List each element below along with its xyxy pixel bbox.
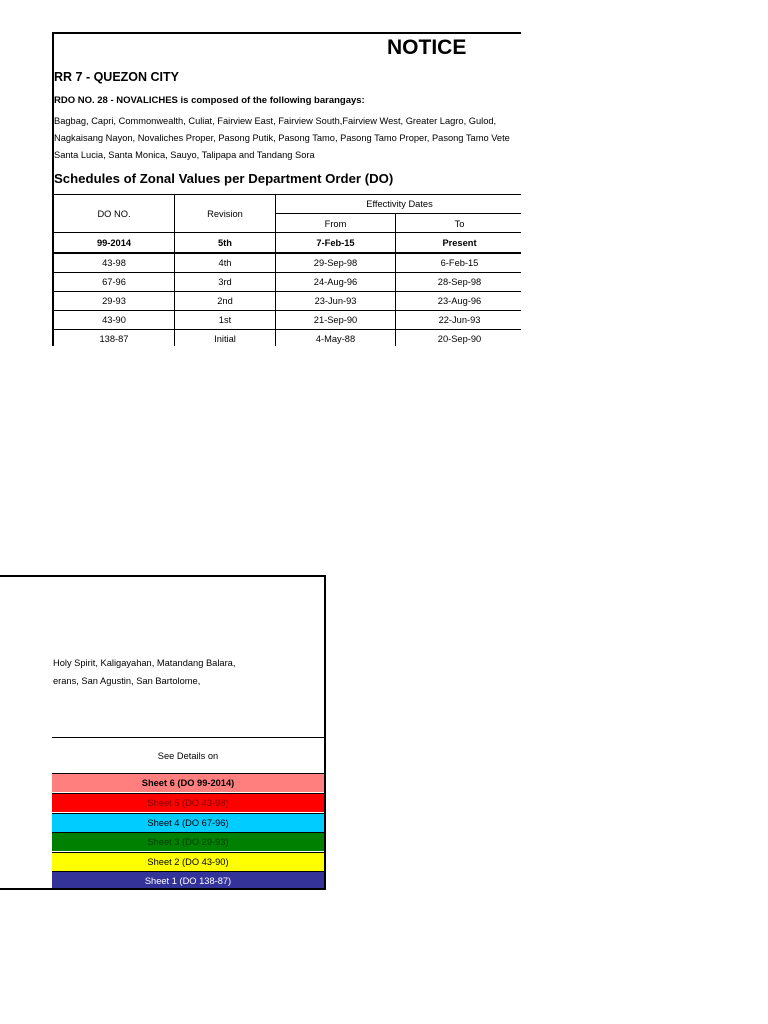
cell-to: Present [442,237,477,248]
sheet-link[interactable]: Sheet 2 (DO 43-90) [52,852,324,871]
cell-do-no: 43-98 [54,253,175,272]
header-revision: Revision [175,195,276,233]
sheet-link[interactable]: Sheet 5 (DO 43-98) [52,793,324,812]
cell-do-no: 67-96 [54,272,175,291]
barangays-line: Santa Lucia, Santa Monica, Sauyo, Talipapa and Tandang Sora [54,150,315,160]
header-from: From [276,214,396,233]
cell-do-no: 29-93 [54,291,175,310]
barangays-line: Nagkaisang Nayon, Novaliches Proper, Pasong Putik, Pasong Tamo, Pasong Tamo Proper, Pasong Tamo Vete [54,133,510,143]
cell-revision: 1st [175,310,276,329]
header-to: To [454,218,465,229]
table-row [54,272,521,292]
cell-do-no: 43-90 [54,310,175,329]
cell-from: 24-Aug-96 [276,272,396,291]
notice-sheet-page-2 [0,575,326,890]
see-details-label: See Details on [52,737,324,774]
cell-to: 22-Jun-93 [438,314,481,325]
rdo-description: RDO NO. 28 - NOVALICHES is composed of the following barangays: [54,95,365,106]
notice-title: NOTICE [387,36,467,59]
table-row [54,232,521,254]
sheet-link[interactable]: Sheet 4 (DO 67-96) [52,813,324,832]
cell-from: 23-Jun-93 [276,291,396,310]
notice-sheet-page-1 [52,32,521,346]
cell-to: 28-Sep-98 [437,276,482,287]
table-row [54,291,521,311]
cell-to: 23-Aug-96 [437,295,482,306]
sheet-link[interactable]: Sheet 3 (DO 29-93) [52,832,324,851]
barangays-line: Bagbag, Capri, Commonwealth, Culiat, Fairview East, Fairview South,Fairview West, Greater Lagro, Gulod, [54,116,497,126]
cell-revision: 4th [175,253,276,272]
region-heading: RR 7 - QUEZON CITY [54,70,180,84]
sheet-link[interactable]: Sheet 1 (DO 138-87) [52,871,324,890]
cell-from: 7-Feb-15 [276,233,396,252]
cell-revision: Initial [175,329,276,346]
table-row [54,310,521,330]
cell-to: 6-Feb-15 [440,257,479,268]
cell-to: 20-Sep-90 [437,333,482,344]
cell-from: 29-Sep-98 [276,253,396,272]
cell-revision: 3rd [175,272,276,291]
header-do-no: DO NO. [54,195,175,233]
cell-revision: 2nd [175,291,276,310]
cell-revision: 5th [175,233,276,252]
cell-from: 21-Sep-90 [276,310,396,329]
sheet-link[interactable]: Sheet 6 (DO 99-2014) [52,773,324,792]
barangays-continued-line: Holy Spirit, Kaligayahan, Matandang Balara, [53,658,236,668]
cell-from: 4-May-88 [276,329,396,346]
schedule-heading: Schedules of Zonal Values per Department Order (DO) [54,171,394,186]
cell-do-no: 138-87 [54,329,175,346]
header-effectivity: Effectivity Dates [276,195,521,214]
table-header-row [54,194,521,233]
table-row [54,329,521,346]
table-row [54,253,521,273]
cell-do-no: 99-2014 [54,233,175,252]
barangays-continued-line: erans, San Agustin, San Bartolome, [53,676,201,686]
